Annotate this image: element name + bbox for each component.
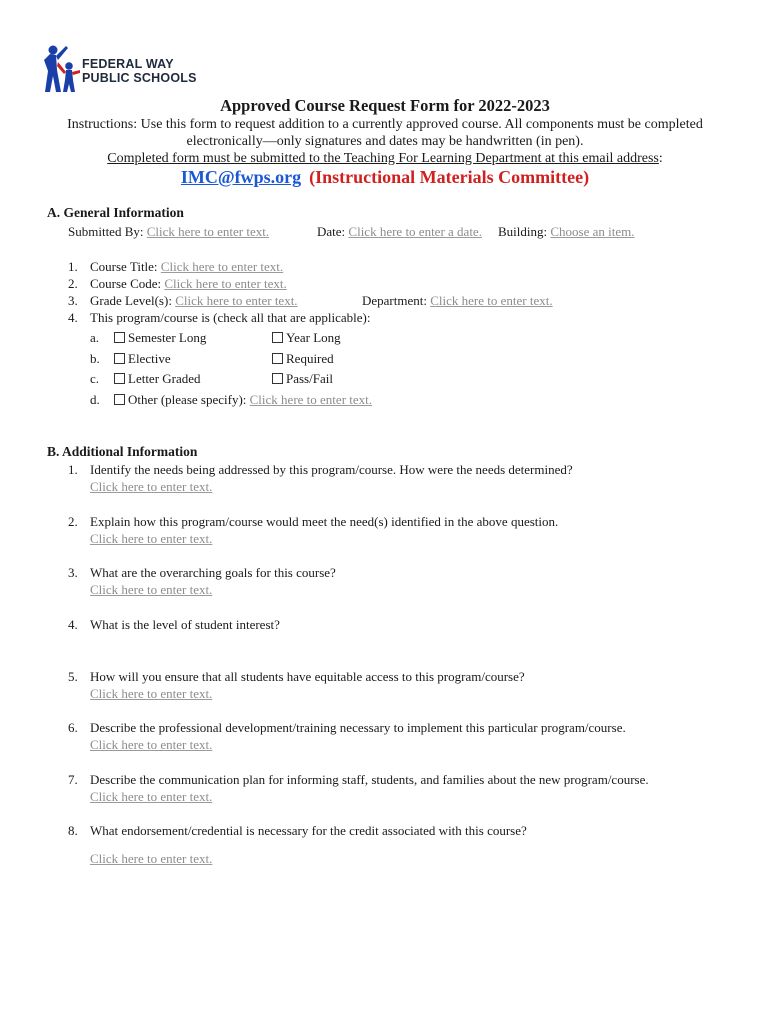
instructions-line-3 bbox=[40, 151, 730, 167]
checkbox-icon[interactable] bbox=[114, 373, 125, 384]
question-2-field[interactable]: Click here to enter text. bbox=[90, 531, 213, 546]
question-3-field[interactable]: Click here to enter text. bbox=[90, 582, 213, 597]
option-d-letter: d. bbox=[90, 392, 100, 407]
date-label: Date: bbox=[317, 224, 349, 239]
pass-fail-label: Pass/Fail bbox=[286, 371, 333, 386]
form-title: Approved Course Request Form for 2022-2023 bbox=[220, 96, 550, 115]
section-b-heading: B. Additional Information bbox=[47, 444, 198, 459]
email-link[interactable]: IMC@fwps.org bbox=[180, 167, 302, 187]
figures-logo-icon bbox=[42, 44, 82, 96]
question-8-number: 8. bbox=[68, 823, 78, 838]
required-label: Required bbox=[286, 351, 334, 366]
instructions-line-2: electronically—only signatures and dates may be handwritten (in pen). bbox=[186, 134, 584, 149]
date-row bbox=[317, 224, 482, 240]
question-3-text: What are the overarching goals for this course? bbox=[90, 565, 336, 580]
option-c-letter: c. bbox=[90, 371, 100, 386]
option-semester-long[interactable] bbox=[114, 330, 206, 346]
submit-instruction-colon: : bbox=[658, 151, 663, 166]
question-5-field[interactable]: Click here to enter text. bbox=[90, 686, 213, 701]
option-letter-graded[interactable] bbox=[114, 371, 201, 387]
district-logo bbox=[42, 44, 202, 94]
submit-instruction: Completed form must be submitted to the Teaching For Learning Department at this email address bbox=[107, 151, 659, 166]
committee-name: (Instructional Materials Committee) bbox=[309, 167, 590, 187]
question-1-field[interactable]: Click here to enter text. bbox=[90, 479, 213, 494]
course-title-field[interactable]: Click here to enter text. bbox=[160, 259, 284, 274]
checkbox-icon[interactable] bbox=[114, 394, 125, 405]
course-title-row bbox=[90, 259, 283, 275]
submitted-by-field[interactable]: Click here to enter text. bbox=[146, 224, 270, 239]
item-1-number: 1. bbox=[68, 259, 78, 274]
question-6-number: 6. bbox=[68, 720, 78, 735]
question-4-number: 4. bbox=[68, 617, 78, 632]
item-3-number: 3. bbox=[68, 293, 78, 308]
option-required[interactable] bbox=[272, 351, 334, 367]
letter-graded-label: Letter Graded bbox=[128, 371, 201, 386]
question-7-text: Describe the communication plan for informing staff, students, and families about the new program/course. bbox=[90, 772, 649, 787]
other-label: Other (please specify): bbox=[128, 392, 250, 407]
item-2-number: 2. bbox=[68, 276, 78, 291]
question-7-field[interactable]: Click here to enter text. bbox=[90, 789, 213, 804]
question-5-number: 5. bbox=[68, 669, 78, 684]
year-long-label: Year Long bbox=[286, 330, 341, 345]
grade-level-field[interactable]: Click here to enter text. bbox=[175, 293, 298, 308]
logo-line-1: FEDERAL WAY bbox=[82, 57, 174, 71]
checkbox-icon[interactable] bbox=[272, 332, 283, 343]
course-code-label: Course Code: bbox=[90, 276, 165, 291]
checkbox-icon[interactable] bbox=[272, 373, 283, 384]
course-code-row bbox=[90, 276, 287, 292]
question-8-field[interactable]: Click here to enter text. bbox=[90, 851, 213, 866]
option-b-letter: b. bbox=[90, 351, 100, 366]
logo-line-2: PUBLIC SCHOOLS bbox=[82, 71, 197, 85]
question-6-text: Describe the professional development/training necessary to implement this particular program/course. bbox=[90, 720, 626, 735]
building-row bbox=[498, 224, 635, 240]
question-7-number: 7. bbox=[68, 772, 78, 787]
email-line bbox=[0, 167, 770, 188]
question-2-number: 2. bbox=[68, 514, 78, 529]
grade-level-label: Grade Level(s): bbox=[90, 293, 176, 308]
item-4-number: 4. bbox=[68, 310, 78, 325]
department-row bbox=[362, 293, 553, 309]
semester-long-label: Semester Long bbox=[128, 330, 207, 345]
department-label: Department: bbox=[362, 293, 431, 308]
elective-label: Elective bbox=[128, 351, 171, 366]
question-1-number: 1. bbox=[68, 462, 78, 477]
question-5-text: How will you ensure that all students have equitable access to this program/course? bbox=[90, 669, 525, 684]
question-2-text: Explain how this program/course would meet the need(s) identified in the above question. bbox=[90, 514, 559, 529]
option-pass-fail[interactable] bbox=[272, 371, 333, 387]
submitted-by-label: Submitted By: bbox=[68, 224, 147, 239]
program-type-label: This program/course is (check all that are applicable): bbox=[90, 310, 371, 325]
building-field[interactable]: Choose an item. bbox=[550, 224, 635, 239]
question-1-text: Identify the needs being addressed by this program/course. How were the needs determined? bbox=[90, 462, 573, 477]
checkbox-icon[interactable] bbox=[114, 353, 125, 364]
grade-level-row bbox=[90, 293, 298, 309]
department-field[interactable]: Click here to enter text. bbox=[430, 293, 553, 308]
question-6-field[interactable]: Click here to enter text. bbox=[90, 737, 213, 752]
course-code-field[interactable]: Click here to enter text. bbox=[164, 276, 287, 291]
submitted-by-row bbox=[68, 224, 269, 240]
instructions-line-1: Instructions: Use this form to request addition to a currently approved course. All components must be completed bbox=[67, 117, 703, 132]
option-other[interactable] bbox=[114, 392, 372, 408]
date-field[interactable]: Click here to enter a date. bbox=[348, 224, 482, 239]
question-8-text: What endorsement/credential is necessary for the credit associated with this course? bbox=[90, 823, 527, 838]
checkbox-icon[interactable] bbox=[114, 332, 125, 343]
other-field[interactable]: Click here to enter text. bbox=[249, 392, 373, 407]
option-elective[interactable] bbox=[114, 351, 171, 367]
option-a-letter: a. bbox=[90, 330, 100, 345]
section-a-heading: A. General Information bbox=[47, 205, 184, 220]
question-4-text: What is the level of student interest? bbox=[90, 617, 280, 632]
checkbox-icon[interactable] bbox=[272, 353, 283, 364]
building-label: Building: bbox=[498, 224, 551, 239]
question-3-number: 3. bbox=[68, 565, 78, 580]
option-year-long[interactable] bbox=[272, 330, 341, 346]
course-title-label: Course Title: bbox=[90, 259, 161, 274]
